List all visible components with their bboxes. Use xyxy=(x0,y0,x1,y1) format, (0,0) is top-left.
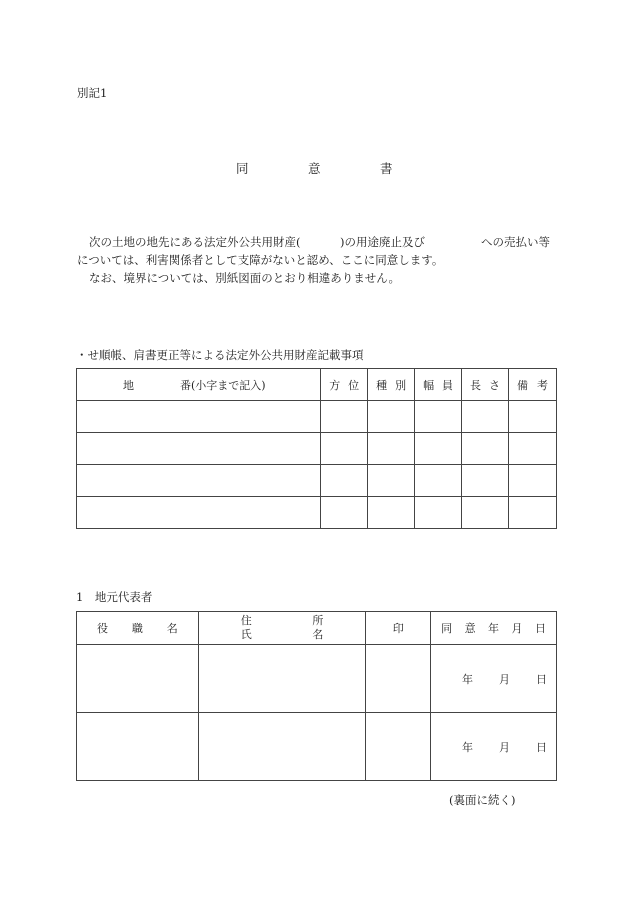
header-date xyxy=(431,612,557,645)
header-houi xyxy=(321,369,368,401)
header-chiban-a: 地 xyxy=(123,378,134,392)
cell-chiban[interactable] xyxy=(77,433,321,465)
cell-bikou[interactable] xyxy=(508,465,556,497)
cell-bikou[interactable] xyxy=(508,401,556,433)
title-char: 書 xyxy=(380,161,393,176)
header-yakushoku-2: 職 xyxy=(131,622,143,635)
cell-nagasa[interactable] xyxy=(462,433,509,465)
cell-houi[interactable] xyxy=(321,401,368,433)
section2-heading: 1 地元代表者 xyxy=(76,590,153,604)
header-bikou xyxy=(508,369,556,401)
para-line1-c: への売払い等 xyxy=(481,235,550,249)
header-houi-2: 位 xyxy=(348,378,360,392)
date-year: 年 xyxy=(462,740,473,754)
header-shubetsu xyxy=(368,369,415,401)
header-date-4: 月 xyxy=(511,622,523,635)
representative-table xyxy=(76,611,557,781)
para-line1-b: )の用途廃止及び xyxy=(340,235,425,249)
table-row xyxy=(77,645,557,713)
table-row xyxy=(77,433,557,465)
para-line1-a: 次の土地の地先にある法定外公共用財産( xyxy=(89,235,301,249)
table-header-row xyxy=(77,612,557,645)
cell-shubetsu[interactable] xyxy=(368,497,415,529)
section1-heading: ・せ順帳、肩書更正等による法定外公共用財産記載事項 xyxy=(76,348,364,362)
cell-jusho-shimei[interactable] xyxy=(198,713,366,781)
table-row xyxy=(77,497,557,529)
header-fukuin xyxy=(415,369,462,401)
header-date-3: 年 xyxy=(488,622,500,635)
cell-chiban[interactable] xyxy=(77,497,321,529)
cell-fukuin[interactable] xyxy=(415,433,462,465)
cell-in[interactable] xyxy=(366,645,431,713)
property-table xyxy=(76,368,557,529)
cell-in[interactable] xyxy=(366,713,431,781)
date-year: 年 xyxy=(462,672,473,686)
cell-nagasa[interactable] xyxy=(462,401,509,433)
header-nagasa-1: 長 xyxy=(470,378,482,392)
header-nagasa xyxy=(462,369,509,401)
para-line3: なお、境界については、別紙図面のとおり相違ありません。 xyxy=(89,271,400,285)
header-jusho-1: 住 xyxy=(240,614,252,627)
consent-paragraph xyxy=(77,233,550,287)
table-row xyxy=(77,713,557,781)
date-month: 月 xyxy=(499,672,510,686)
cell-shubetsu[interactable] xyxy=(368,433,415,465)
header-shimei-2: 名 xyxy=(312,628,324,641)
header-bikou-1: 備 xyxy=(516,378,528,392)
header-shubetsu-1: 種 xyxy=(376,378,388,392)
title-char: 同 xyxy=(236,161,249,176)
cell-fukuin[interactable] xyxy=(415,465,462,497)
cell-houi[interactable] xyxy=(321,497,368,529)
table-row xyxy=(77,401,557,433)
annex-label: 別記1 xyxy=(77,86,108,100)
date-day: 日 xyxy=(536,740,547,754)
header-fukuin-2: 員 xyxy=(442,378,454,392)
cell-shubetsu[interactable] xyxy=(368,401,415,433)
cell-nagasa[interactable] xyxy=(462,497,509,529)
header-yakushoku-3: 名 xyxy=(166,622,178,635)
header-bikou-2: 考 xyxy=(537,378,548,392)
header-fukuin-1: 幅 xyxy=(423,378,435,392)
cell-yakushoku[interactable] xyxy=(77,713,199,781)
header-date-1: 同 xyxy=(441,622,453,635)
cell-bikou[interactable] xyxy=(508,433,556,465)
header-chiban-b: 番(小字まで記入) xyxy=(180,378,266,392)
header-shimei-1: 氏 xyxy=(240,628,252,641)
cell-fukuin[interactable] xyxy=(415,401,462,433)
cell-jusho-shimei[interactable] xyxy=(198,645,366,713)
title-char: 意 xyxy=(308,161,321,176)
date-day: 日 xyxy=(536,672,547,686)
date-month: 月 xyxy=(499,740,510,754)
header-yakushoku xyxy=(77,612,199,645)
cell-shubetsu[interactable] xyxy=(368,465,415,497)
header-in: 印 xyxy=(366,612,431,645)
header-date-5: 日 xyxy=(534,622,546,635)
cell-fukuin[interactable] xyxy=(415,497,462,529)
cell-nagasa[interactable] xyxy=(462,465,509,497)
header-date-2: 意 xyxy=(464,622,476,635)
header-jusho-2: 所 xyxy=(312,614,324,627)
cell-chiban[interactable] xyxy=(77,465,321,497)
cell-houi[interactable] xyxy=(321,433,368,465)
header-shubetsu-2: 別 xyxy=(395,378,407,392)
header-yakushoku-1: 役 xyxy=(97,622,108,635)
continued-note: (裏面に続く) xyxy=(449,793,516,807)
cell-yakushoku[interactable] xyxy=(77,645,199,713)
cell-date[interactable] xyxy=(431,645,557,713)
header-nagasa-2: さ xyxy=(488,378,500,392)
header-houi-1: 方 xyxy=(329,378,341,392)
table-row xyxy=(77,465,557,497)
table-header-row xyxy=(77,369,557,401)
header-jusho-shimei xyxy=(198,612,366,645)
cell-houi[interactable] xyxy=(321,465,368,497)
para-line2: については、利害関係者として支障がないと認め、ここに同意します。 xyxy=(77,253,444,267)
cell-date[interactable] xyxy=(431,713,557,781)
header-chiban xyxy=(77,369,321,401)
cell-bikou[interactable] xyxy=(508,497,556,529)
cell-chiban[interactable] xyxy=(77,401,321,433)
